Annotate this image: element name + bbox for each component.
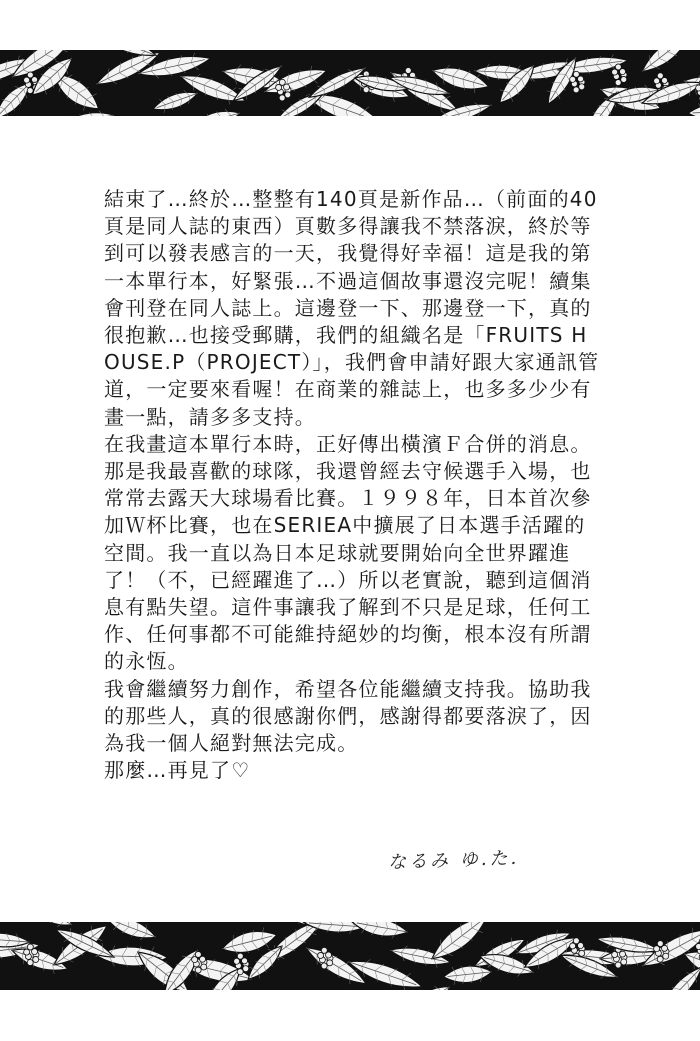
author-signature: なるみ ゆ.た. (387, 847, 520, 874)
afterword-paragraph-2: 在我畫這本單行本時，正好傳出橫濱Ｆ合併的消息。那是我最喜歡的球隊，我還曾經去守候選手入場，也常常去露天大球場看比賽。１９９８年，日本首次參加Ｗ杯比賽，也在SERIEA中擴展了日本選手活躍的空間。我一直以為日本足球就要開始向全世界躍進了！（不，已經躍進了…）所以老實說，聽到這個消息有點失望。這件事讓我了解到不只是足球，任何工作、任何事都不可能維持絕妙的均衡，根本沒有所謂的永恆。 (104, 431, 592, 674)
afterword-paragraph-1: 結束了…終於…整整有140頁是新作品…（前面的40頁是同人誌的東西）頁數多得讓我不禁落淚，終於等到可以發表感言的一天，我覺得好幸福！這是我的第一本單行本，好緊張…不過這個故事還沒完呢！續集會刊登在同人誌上。這邊登一下、那邊登一下，真的很抱歉…也接受郵購，我們的組織名是「FRUITS HOUSE.P（PROJECT）」，我們會申請好跟大家通訊管道，一定要來看喔！在商業的雜誌上，也多多少少有畫一點，請多多支持。 (104, 187, 600, 429)
leaf-border-top (0, 50, 700, 116)
leaf-pattern-bottom (0, 922, 700, 990)
leaf-border-bottom (0, 922, 700, 990)
afterword-paragraph-3: 我會繼續努力創作，希望各位能繼續支持我。協助我的那些人，真的很感謝你們，感謝得都要落淚了，因為我一個人絕對無法完成。 (104, 676, 592, 756)
leaf-pattern-top (0, 50, 700, 116)
afterword-closing: 那麼…再見了♡ (104, 758, 251, 783)
afterword-text (104, 186, 600, 784)
